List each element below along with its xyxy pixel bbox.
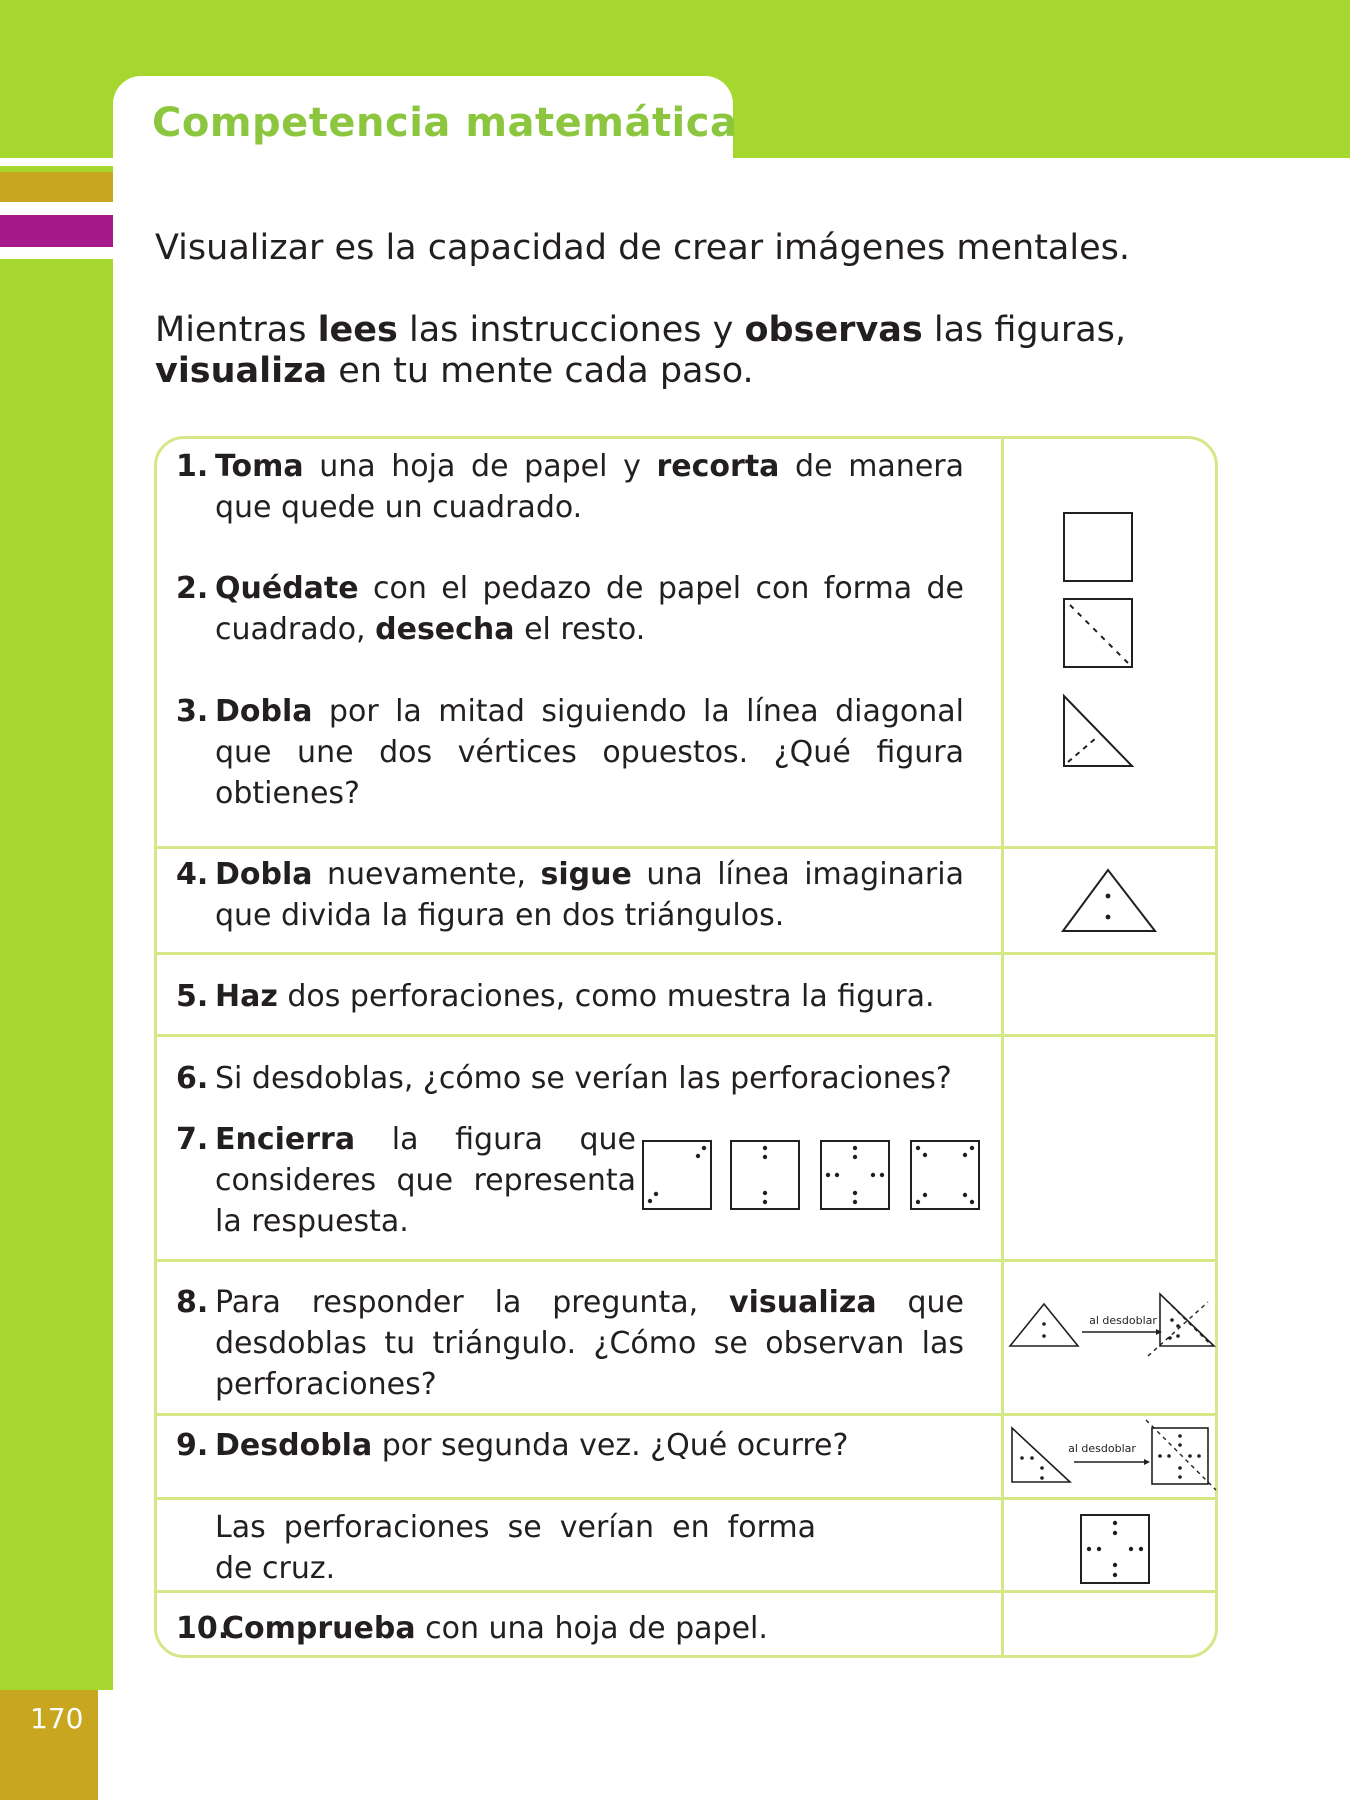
text-run: de manera que quede un cuadrado. [215, 449, 964, 525]
step-4 [176, 854, 964, 936]
step-number: 3. [176, 694, 209, 729]
step-number: 8. [176, 1285, 209, 1320]
bold-keyword: recorta [656, 449, 780, 484]
text-run: que desdoblas tu triángulo. ¿Cómo se observan las perforaciones? [215, 1285, 964, 1402]
step-1 [176, 446, 964, 528]
step-text [215, 976, 964, 1017]
text-run: Si desdoblas, ¿cómo se verían las perforaciones? [215, 1061, 952, 1096]
folding-figures-1-3 [1060, 510, 1140, 780]
table-row-divider [154, 1259, 1218, 1262]
text-run: Para responder la pregunta, [215, 1285, 730, 1320]
answer-options [640, 1138, 985, 1212]
table-row-divider [154, 1590, 1218, 1593]
text-run: una hoja de papel y [303, 449, 657, 484]
page-title: Competencia matemática [152, 100, 738, 146]
step-text [215, 446, 964, 528]
step-number: 1. [176, 449, 209, 484]
option-a[interactable] [643, 1141, 711, 1209]
step-7 [176, 1119, 636, 1242]
triangle-icon [1064, 696, 1132, 766]
text-run: por la mitad siguiendo la línea diagonal que une dos vértices opuestos. ¿Qué figura obtienes? [215, 694, 964, 811]
text-run: con una hoja de papel. [415, 1611, 768, 1646]
table-row-divider [154, 846, 1218, 849]
option-b[interactable] [731, 1141, 799, 1209]
bold-keyword: Quédate [215, 571, 359, 606]
option-c[interactable] [821, 1141, 889, 1209]
step-number: 6. [176, 1061, 209, 1096]
gold-stripe [0, 172, 113, 202]
table-row-divider [154, 952, 1218, 955]
intro-line-1: Visualizar es la capacidad de crear imágenes mentales. [155, 228, 1130, 268]
intro-line-2 [155, 310, 1235, 392]
table-row-divider [154, 1034, 1218, 1037]
step-number: 5. [176, 979, 209, 1014]
step-5 [176, 976, 964, 1017]
magenta-stripe [0, 215, 113, 247]
table-column-divider [1001, 436, 1004, 1658]
cross-holes-figure [1078, 1512, 1152, 1586]
hole-dot [1106, 894, 1111, 899]
step-6 [176, 1058, 964, 1099]
page-number: 170 [30, 1702, 84, 1735]
bold-keyword: lees [317, 310, 398, 350]
text-run: por segunda vez. ¿Qué ocurre? [372, 1428, 849, 1463]
text-run: una línea imaginaria que divida la figura en dos triángulos. [215, 857, 964, 933]
text-run: nuevamente, [312, 857, 541, 892]
unfold-figure-9 [1008, 1418, 1218, 1490]
text-run: dos perforaciones, como muestra la figura. [277, 979, 935, 1014]
step-8 [176, 1282, 964, 1405]
page-number-box [0, 1690, 98, 1800]
bold-keyword: observas [744, 310, 923, 350]
step-number: 9. [176, 1428, 209, 1463]
text-run: Mientras [155, 310, 318, 350]
text-run: las figuras, [922, 310, 1127, 350]
table-row-divider [154, 1497, 1218, 1500]
step-text [215, 1119, 636, 1242]
triangle-icon [1063, 870, 1155, 931]
step-number: 2. [176, 571, 209, 606]
step-number: 10. [176, 1611, 230, 1646]
step-text [215, 1058, 964, 1099]
table-row-divider [154, 1413, 1218, 1416]
text-run: la figura que consideres que representa la respuesta. [215, 1122, 636, 1239]
triangle-icon [1012, 1428, 1070, 1482]
step-2 [176, 568, 964, 650]
step-text [215, 1282, 964, 1405]
text-run: las instrucciones y [397, 310, 745, 350]
step-text [215, 1507, 816, 1589]
answer-text [176, 1507, 816, 1589]
bold-keyword: Encierra [215, 1122, 356, 1157]
step-text [222, 1608, 964, 1649]
bold-keyword: Dobla [215, 857, 313, 892]
step-text [215, 854, 964, 936]
step-text [215, 691, 964, 814]
bold-keyword: visualiza [155, 351, 328, 391]
hole-dot [1106, 915, 1111, 920]
bold-keyword: Comprueba [222, 1611, 416, 1646]
bold-keyword: Toma [215, 449, 304, 484]
step-number: 7. [176, 1122, 209, 1157]
option-d[interactable] [911, 1141, 979, 1209]
bold-keyword: Dobla [215, 694, 313, 729]
bold-keyword: Haz [215, 979, 278, 1014]
bold-keyword: Desdobla [215, 1428, 373, 1463]
unfold-figure-8 [1008, 1290, 1218, 1360]
square-icon [1064, 513, 1132, 581]
folded-triangle-holes [1060, 868, 1160, 932]
bold-keyword: desecha [375, 612, 515, 647]
step-number: 4. [176, 857, 209, 892]
step-3 [176, 691, 964, 814]
step-text [215, 568, 964, 650]
text-run: el resto. [514, 612, 646, 647]
unfold-label: al desdoblar [1089, 1314, 1157, 1327]
text-run: en tu mente cada paso. [327, 351, 754, 391]
text-run: Las perforaciones se verían en forma de cruz. [215, 1510, 816, 1586]
unfold-label: al desdoblar [1068, 1442, 1136, 1455]
bold-keyword: sigue [540, 857, 632, 892]
stripe-gap-2 [0, 247, 113, 259]
stripe-gap [0, 202, 113, 215]
square-diagonal-icon [1064, 599, 1132, 667]
step-text [215, 1425, 964, 1466]
step-10 [176, 1608, 964, 1649]
text-run: con el pedazo de papel con forma de cuadrado, [215, 571, 964, 647]
bold-keyword: visualiza [729, 1285, 877, 1320]
step-9 [176, 1425, 964, 1466]
